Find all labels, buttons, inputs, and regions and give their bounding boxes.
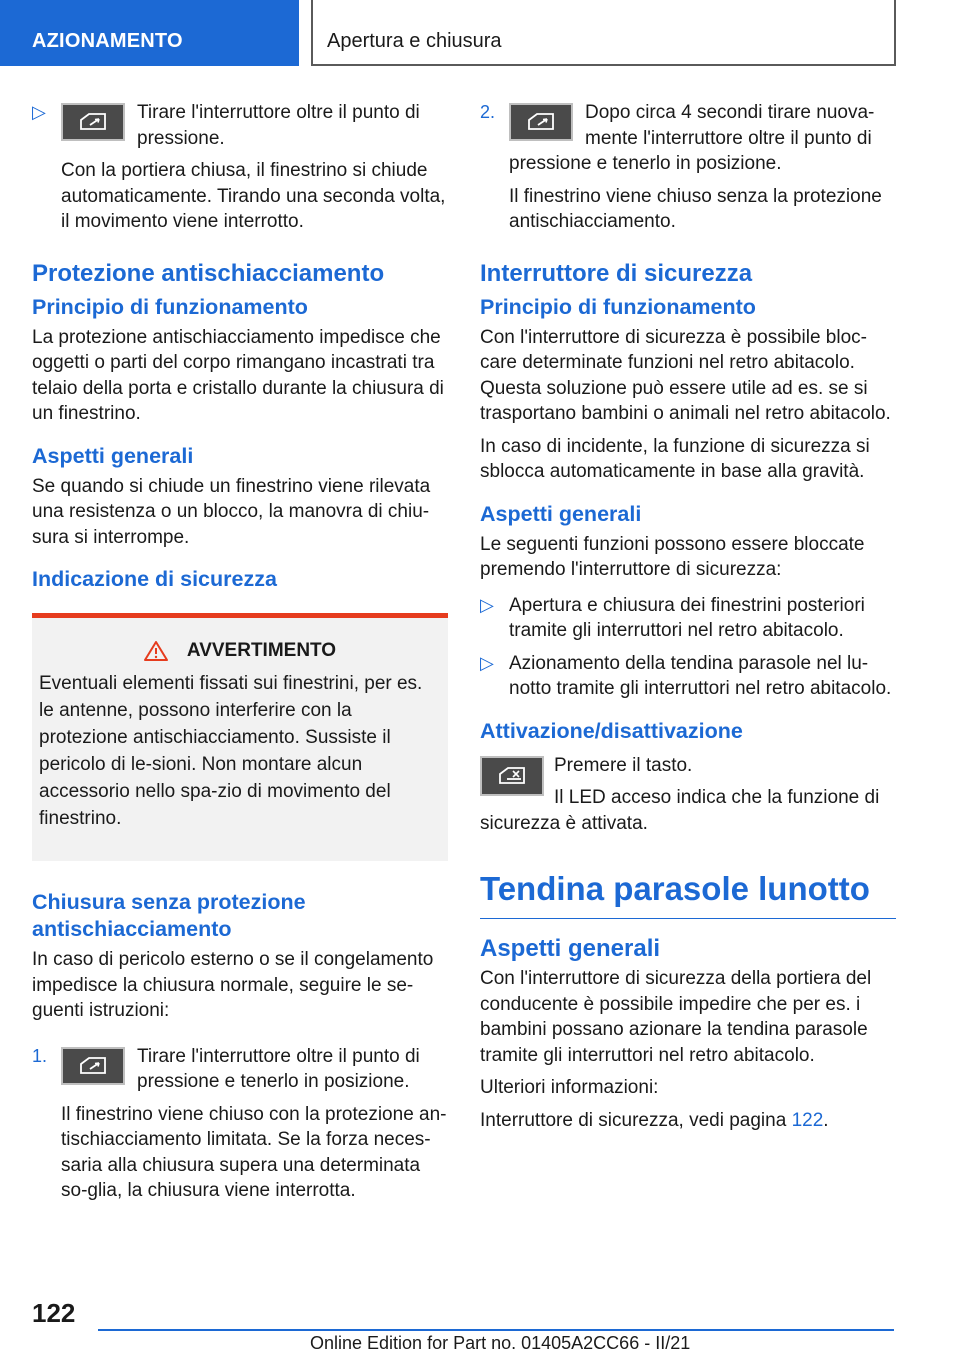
chapter-heading: Tendina parasole lunotto <box>480 870 896 919</box>
section-heading: Interruttore di sicurezza <box>480 259 753 287</box>
subsection-heading: Indicazione di sicurezza <box>32 567 277 591</box>
paragraph: La protezione antischiacciamento impedisce che oggetti o parti del corpo rimangano incastrati tra telaio della porta e cristallo durante la chiusura di un finestrino. <box>32 326 444 424</box>
paragraph: Interruttore di sicurezza, vedi pagina 122. <box>480 1109 829 1131</box>
step-number: 1. <box>32 1045 48 1066</box>
list-item <box>32 1044 448 1204</box>
step-text: Il finestrino viene chiuso senza la protezione antischiacciamento. <box>509 185 882 232</box>
list-item <box>480 100 896 235</box>
bullet-text: Azionamento della tendina parasole nel lu-notto tramite gli interruttori nel retro abitacolo. <box>509 652 892 699</box>
safety-switch-icon <box>480 756 544 796</box>
paragraph: In caso di pericolo esterno o se il congelamento impedisce la chiusura normale, seguire le se-guenti istruzioni: <box>32 949 434 1021</box>
subsection-heading: Attivazione/disattivazione <box>480 718 743 743</box>
paragraph: Se quando si chiude un finestrino viene rilevata una resistenza o un blocco, la manovra di chiu-sura si interrompe. <box>32 475 431 548</box>
chapter-title: Apertura e chiusura <box>311 0 896 66</box>
subsection-heading: Principio di funzionamento <box>480 294 756 319</box>
window-switch-icon <box>61 1047 125 1085</box>
warning-title: AVVERTIMENTO <box>186 640 337 661</box>
subsection-heading: Aspetti generali <box>32 443 194 468</box>
list-item <box>32 100 448 235</box>
section-heading: Protezione antischiacciamento <box>32 259 385 287</box>
step-text: Con la portiera chiusa, il finestrino si chiude automaticamente. Tirando una seconda volta, il movimento viene interrotto. <box>61 160 446 232</box>
step-text: Dopo circa 4 secondi tirare nuova-mente l'interruttore oltre il punto di pressione e tenerlo in posizione. <box>509 102 875 174</box>
page-header <box>0 0 960 66</box>
window-switch-icon <box>61 103 125 141</box>
step-number: 2. <box>480 102 496 122</box>
paragraph: Il LED acceso indica che la funzione di sicurezza è attivata. <box>480 787 880 834</box>
left-column <box>32 100 448 1211</box>
subsection-heading: Aspetti generali <box>480 501 642 526</box>
page-number: 122 <box>32 1298 76 1328</box>
warning-triangle-icon <box>143 640 169 662</box>
bullet-text: Apertura e chiusura dei finestrini posteriori tramite gli interruttori nel retro abitacolo. <box>509 594 865 641</box>
right-column <box>480 100 896 1140</box>
edition-text: Online Edition for Part no. 01405A2CC66 - II/21 <box>310 1333 691 1353</box>
triangle-bullet-icon: ▷ <box>32 102 46 122</box>
page-link[interactable]: 122 <box>791 1109 824 1131</box>
step-text: Tirare l'interruttore oltre il punto di pressione e tenerlo in posizione. <box>137 1045 420 1092</box>
section-title: AZIONAMENTO <box>0 0 299 66</box>
paragraph: Le seguenti funzioni possono essere bloccate premendo l'interruttore di sicurezza: <box>480 533 865 580</box>
paragraph: Premere il tasto. <box>554 754 693 776</box>
list-item <box>480 651 896 702</box>
subsection-heading: Aspetti generali <box>480 935 661 962</box>
warning-box <box>32 613 448 861</box>
warning-text: Eventuali elementi fissati sui finestrini, per es. le antenne, possono interferire con la protezione antischiacciamento. Sussiste il pericolo di le-sioni. Non montare alcun accessorio nello spa-zio di movimento del finestrino. <box>39 673 423 829</box>
window-switch-icon <box>509 103 573 141</box>
step-text: Tirare l'interruttore oltre il punto di pressione. <box>137 102 420 149</box>
paragraph: Ulteriori informazioni: <box>480 1077 659 1098</box>
triangle-bullet-icon: ▷ <box>480 652 494 673</box>
subsection-heading: Chiusura senza protezione antischiacciamento <box>32 890 306 941</box>
footer-divider <box>98 1329 894 1331</box>
paragraph: Con l'interruttore di sicurezza della portiera del conducente è possibile impedire che per es. i bambini possano azionare la tendina parasole tramite gli interruttori nel retro abitacolo. <box>480 968 872 1066</box>
list-item <box>480 593 896 644</box>
step-text: Il finestrino viene chiuso con la protezione an-tischiacciamento limitata. Se la forza neces-saria alla chiusura supera una determinata so-glia, la chiusura viene interrotta. <box>61 1103 447 1201</box>
triangle-bullet-icon: ▷ <box>480 594 494 615</box>
subsection-heading: Principio di funzionamento <box>32 294 308 319</box>
paragraph: Con l'interruttore di sicurezza è possibile bloc-care determinate funzioni nel retro abitacolo. Questa soluzione può essere utile ad es. se si trasportano bambini o animali nel retro abitacolo. <box>480 326 891 424</box>
paragraph: In caso di incidente, la funzione di sicurezza si sblocca automaticamente in base alla gravità. <box>480 435 870 482</box>
